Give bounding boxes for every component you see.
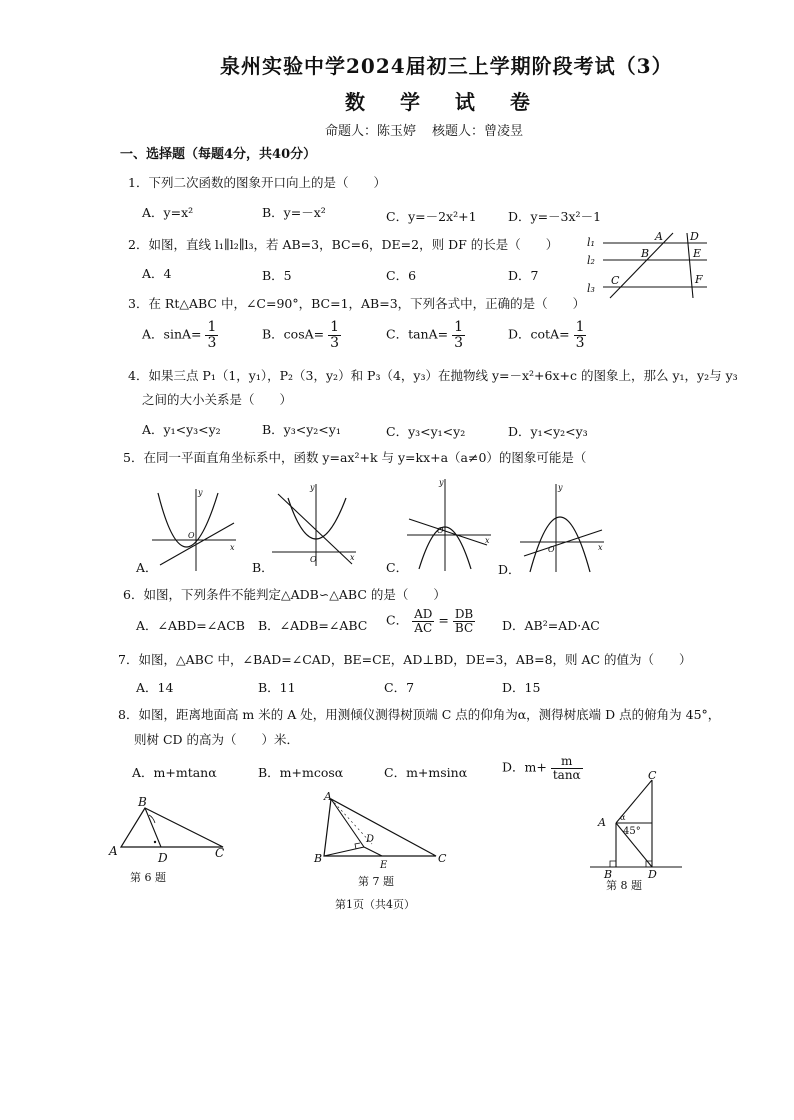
q5a-origin: O <box>188 531 195 540</box>
fraction-denominator: 3 <box>575 334 585 351</box>
q2-label-l3: l₃ <box>587 282 595 295</box>
q5a-axis-y: y <box>198 488 203 497</box>
fig6-label-d: D <box>158 851 168 865</box>
q8-option-d <box>502 755 583 781</box>
q2-label-a: A <box>655 230 663 243</box>
fraction-numerator: m <box>551 755 583 769</box>
q2-label-l2: l₂ <box>587 254 595 267</box>
q6-option-c-fraction-2 <box>453 608 475 634</box>
q6-option-c-fraction-1 <box>412 608 434 634</box>
q2-label-c: C <box>611 274 620 287</box>
figure-8 <box>590 768 700 893</box>
fig7-label-e: E <box>380 860 388 871</box>
q3-option-a-fraction <box>205 320 218 350</box>
q7-option-b: B．11 <box>258 680 296 695</box>
q5d-axis-x: x <box>598 543 603 552</box>
fraction-denominator: 3 <box>330 334 340 351</box>
fig8-label-alpha: α <box>620 813 626 822</box>
q8-stem: 8．如图，距离地面高 m 米的 A 处，用测倾仪测得树顶端 C 点的仰角为α，测得树底端 D 点的俯角为 45°， <box>118 707 721 722</box>
q2-label-e: E <box>693 247 702 260</box>
q5-option-a: A． <box>136 560 158 575</box>
fraction-numerator: 1 <box>454 319 463 335</box>
q3-option-c-fraction <box>452 320 465 350</box>
q7-option-a: A．14 <box>136 680 174 695</box>
fraction-denominator: BC <box>454 620 474 635</box>
q3-option-c <box>386 320 465 350</box>
exam-subtitle: 数 学 试 卷 <box>345 90 544 114</box>
q3-option-b-fraction <box>328 320 341 350</box>
q3-option-a-text: A．sinA= <box>142 326 202 342</box>
fig8-label-a: A <box>598 816 606 829</box>
q3-option-d-text: D．cotA= <box>508 326 570 342</box>
q6-option-c-equals: = <box>438 612 449 628</box>
author-label: 命题人：陈玉婷 <box>325 124 417 139</box>
fig6-label-c: C <box>215 846 225 860</box>
q4-option-c: C．y₃<y₁<y₂ <box>386 424 466 439</box>
fig7-caption: 第 7 题 <box>358 875 394 888</box>
q8-option-c: C．m+msinα <box>384 765 468 780</box>
q5-option-d: D． <box>498 562 521 577</box>
page-number: 第1页（共4页） <box>335 898 415 911</box>
q8-option-a: A．m+mtanα <box>132 765 217 780</box>
q3-option-b <box>262 320 341 350</box>
q5c-origin: O <box>437 526 444 535</box>
q5-graph-b <box>270 480 360 570</box>
fig6-label-a: A <box>109 844 118 858</box>
q1-stem: 1．下列二次函数的图象开口向上的是（ ） <box>128 175 386 190</box>
figure-6 <box>105 795 235 895</box>
q4-stem-continued: 之间的大小关系是（ ） <box>142 392 293 407</box>
fig8-label-c: C <box>648 769 657 782</box>
q8-stem-continued: 则树 CD 的高为（ ）米． <box>134 732 300 747</box>
q5-graph-a <box>150 485 240 575</box>
q2-label-b: B <box>641 247 650 260</box>
fraction-numerator: 1 <box>330 319 340 335</box>
q6-option-a: A．∠ABD=∠ACB <box>136 618 245 633</box>
q5-graph-c <box>405 475 495 575</box>
q6-option-d: D．AB²=AD·AC <box>502 618 600 633</box>
exam-title: 泉州实验中学2024届初三上学期阶段考试（3） <box>220 54 673 78</box>
fig8-label-d: D <box>648 868 657 881</box>
fig8-caption: 第 8 题 <box>606 879 642 892</box>
q1-option-a: A．y=x² <box>142 205 194 220</box>
fraction-numerator: 1 <box>575 319 585 335</box>
q2-label-d: D <box>690 230 699 243</box>
q2-figure <box>585 230 710 300</box>
q6-option-c-text: C． <box>386 612 409 628</box>
figure-7 <box>312 792 452 892</box>
q3-stem: 3．在 Rt△ABC 中，∠C=90°，BC=1，AB=3，下列各式中，正确的是（ ） <box>128 296 586 311</box>
q5-graph-d <box>518 480 608 575</box>
fraction-numerator: DB <box>454 607 474 621</box>
fig8-label-45: 45° <box>623 826 641 837</box>
q5b-origin: O <box>310 555 317 564</box>
q5-stem: 5．在同一平面直角坐标系中，函数 y=ax²+k 与 y=kx+a（a≠0）的图象可能是（ <box>123 450 587 465</box>
q7-option-c: C．7 <box>384 680 415 695</box>
fig7-label-b: B <box>314 852 323 865</box>
fig7-label-d: D <box>366 834 375 845</box>
q6-stem: 6．如图，下列条件不能判定△ADB∽△ABC 的是（ ） <box>123 587 446 602</box>
q4-option-a: A．y₁<y₃<y₂ <box>142 422 221 437</box>
fraction-numerator: AD <box>414 607 433 621</box>
q3-option-d-fraction <box>574 320 587 350</box>
fraction-denominator: 3 <box>454 334 463 351</box>
q7-stem: 7．如图，△ABC 中，∠BAD=∠CAD，BE=CE，AD⊥BD，DE=3，AB=8，则 AC 的值为（ ） <box>118 652 692 667</box>
q2-option-a: A．4 <box>142 266 172 281</box>
q4-option-b: B．y₃<y₂<y₁ <box>262 422 341 437</box>
fig6-caption: 第 6 题 <box>130 871 166 884</box>
q5d-origin: O <box>548 545 555 554</box>
q8-option-b: B．m+mcosα <box>258 765 344 780</box>
q5c-axis-y: y <box>439 478 444 487</box>
fig7-label-a: A <box>324 790 332 803</box>
fraction-denominator: 3 <box>207 334 217 351</box>
q1-option-b: B．y=－x² <box>262 205 326 220</box>
q2-stem: 2．如图，直线 l₁∥l₂∥l₃，若 AB=3，BC=6，DE=2，则 DF 的长是（ ） <box>128 237 559 252</box>
fraction-numerator: 1 <box>207 319 217 335</box>
q2-label-f: F <box>695 273 703 286</box>
q3-option-a <box>142 320 218 350</box>
q6-option-c <box>386 608 475 634</box>
q8-option-d-fraction <box>551 755 583 781</box>
q5-option-b: B． <box>252 560 274 575</box>
q1-option-c: C．y=－2x²+1 <box>386 209 477 224</box>
q4-option-d: D．y₁<y₂<y₃ <box>508 424 588 439</box>
q5d-axis-y: y <box>558 483 563 492</box>
fig6-label-b: B <box>138 795 147 809</box>
fig8-label-b: B <box>604 868 613 881</box>
q2-option-b: B．5 <box>262 268 292 283</box>
q5-option-c: C． <box>386 560 409 575</box>
q2-option-d: D．7 <box>508 268 539 283</box>
section-heading: 一、选择题（每题4分，共40分） <box>120 147 317 162</box>
q6-option-b: B．∠ADB=∠ABC <box>258 618 368 633</box>
fraction-denominator: tanα <box>552 767 581 782</box>
q2-option-c: C．6 <box>386 268 417 283</box>
fig7-label-c: C <box>438 852 447 865</box>
q2-label-l1: l₁ <box>587 236 595 249</box>
q5c-axis-x: x <box>485 536 490 545</box>
q5b-axis-y: y <box>310 483 315 492</box>
q8-option-d-text: D．m+ <box>502 759 547 775</box>
q3-option-b-text: B．cosA= <box>262 326 325 342</box>
q5a-axis-x: x <box>230 543 235 552</box>
q1-option-d: D．y=－3x²－1 <box>508 209 602 224</box>
q3-option-c-text: C．tanA= <box>386 326 449 342</box>
q3-option-d <box>508 320 586 350</box>
reviewer-label: 核题人：曾凌昱 <box>432 124 524 139</box>
q5b-axis-x: x <box>350 553 355 562</box>
q7-option-d: D．15 <box>502 680 541 695</box>
q4-stem: 4．如果三点 P₁（1，y₁），P₂（3，y₂）和 P₃（4，y₃）在抛物线 y=－x²+6x+c 的图象上，那么 y₁，y₂与 y₃ <box>128 368 738 383</box>
fraction-denominator: AC <box>414 620 433 635</box>
